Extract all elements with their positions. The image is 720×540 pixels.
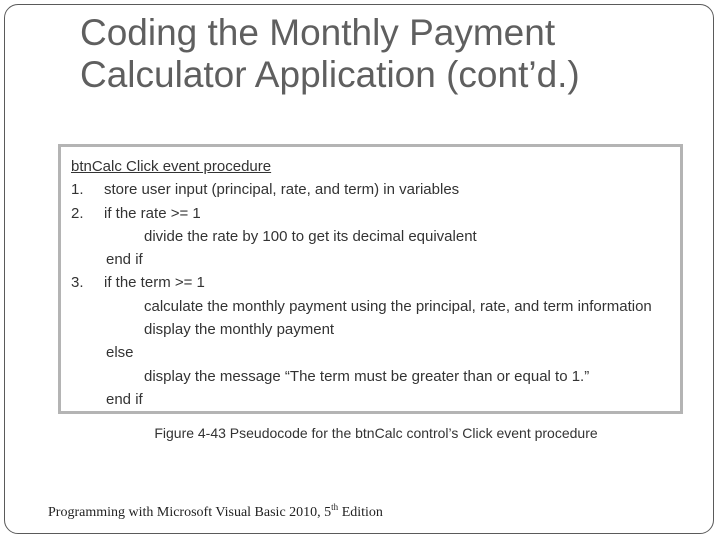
pseudocode-line: if the rate >= 1 <box>104 204 201 222</box>
footer-text-end: Edition <box>338 505 383 520</box>
pseudocode-line: display the monthly payment <box>144 321 335 339</box>
slide-title-line-2: Calculator Application (cont’d.) <box>80 54 580 95</box>
figure-caption: Figure 4-43 Pseudocode for the btnCalc control’s Click event procedure <box>154 425 598 441</box>
footer-superscript: th <box>331 502 339 512</box>
pseudocode-line: display the message “The term must be greater than or equal to 1.” <box>144 367 590 385</box>
slide-title <box>80 12 680 96</box>
footer-text: Programming with Microsoft Visual Basic 2010, 5 <box>48 505 332 520</box>
pseudocode-heading: btnCalc Click event procedure <box>71 158 272 175</box>
step-number: 2. <box>71 204 84 222</box>
pseudocode-figure <box>58 144 683 414</box>
pseudocode-line: else <box>106 344 134 362</box>
pseudocode-block <box>71 155 672 411</box>
pseudocode-line: end if <box>106 251 143 269</box>
pseudocode-line: calculate the monthly payment using the principal, rate, and term information <box>144 297 652 315</box>
pseudocode-line: divide the rate by 100 to get its decimal equivalent <box>144 227 477 245</box>
step-number: 3. <box>71 274 84 292</box>
slide-title-line-1: Coding the Monthly Payment <box>80 12 556 53</box>
pseudocode-line: store user input (principal, rate, and term) in variables <box>104 181 460 199</box>
pseudocode-line: end if <box>106 390 143 408</box>
pseudocode-line: if the term >= 1 <box>104 274 205 292</box>
step-number: 1. <box>71 181 84 199</box>
slide-footer <box>48 502 383 521</box>
